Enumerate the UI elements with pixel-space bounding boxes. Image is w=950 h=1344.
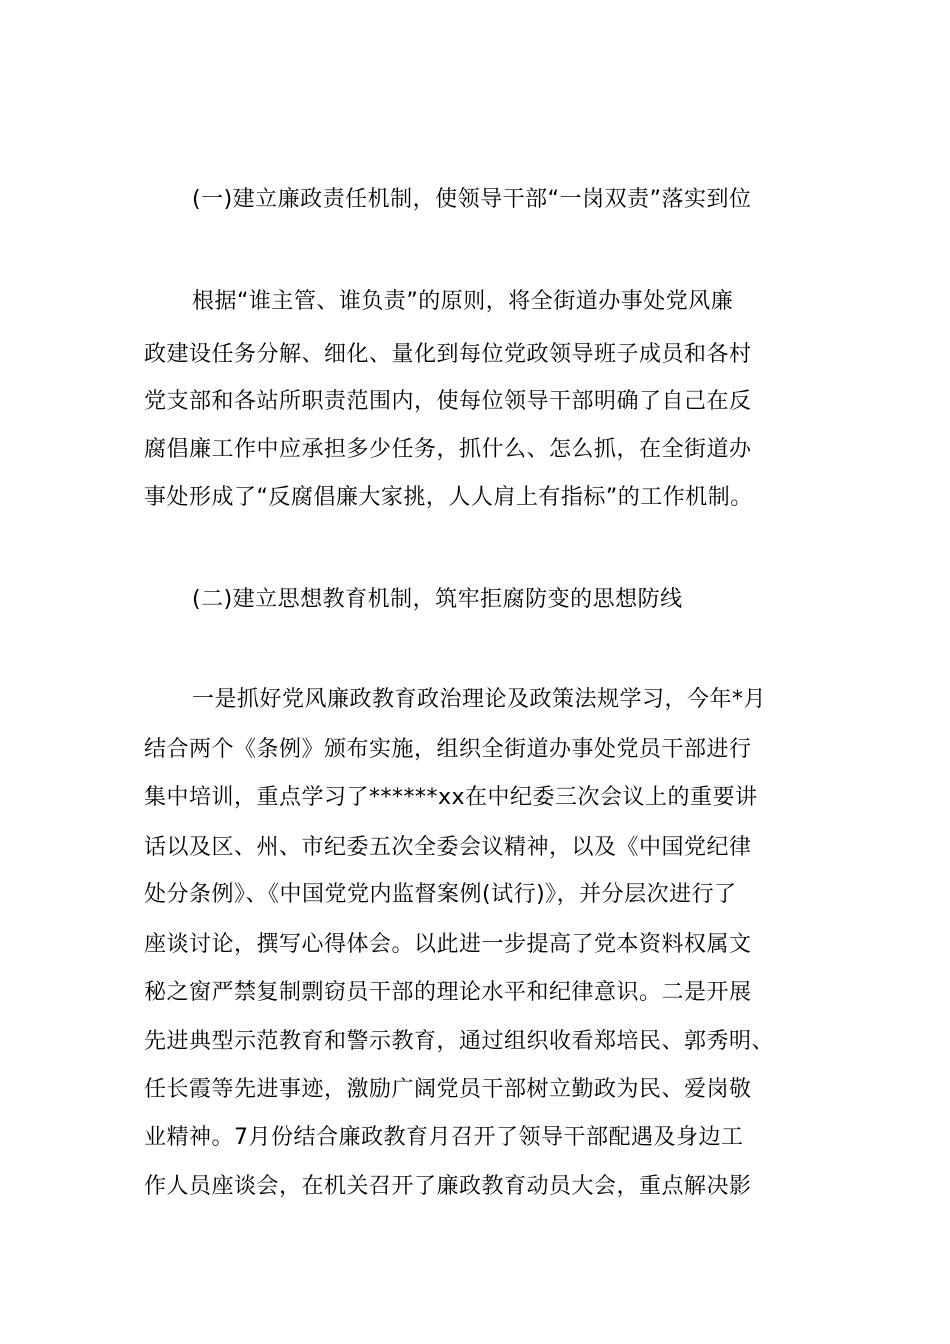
paragraph-1-line-5: 事处形成了“反腐倡廉大家挑，人人肩上有指标”的工作机制。 [144, 485, 753, 510]
section-heading-1: (一)建立廉政责任机制，使领导干部“一岗双责”落实到位 [192, 187, 752, 212]
paragraph-2-line-9: 任长霞等先进事迹，激励广阔党员干部树立勤政为民、爱岗敬 [144, 1077, 752, 1102]
paragraph-1-line-1: 根据“谁主管、谁负责”的原则，将全街道办事处党风廉 [192, 289, 734, 314]
paragraph-2-line-5: 处分条例》、《中国党党内监督案例(试行)》，并分层次进行了 [144, 882, 737, 907]
paragraph-2-line-1: 一是抓好党风廉政教育政治理论及政策法规学习，今年*月 [192, 687, 767, 712]
paragraph-2-line-7: 秘之窗严禁复制剽窃员干部的理论水平和纪律意识。二是开展 [144, 980, 752, 1005]
section-heading-2: (二)建立思想教育机制，筑牢拒腐防变的思想防线 [192, 587, 683, 612]
paragraph-2-line-8: 先进典型示范教育和警示教育，通过组织收看郑培民、郭秀明、 [144, 1029, 775, 1054]
paragraph-1-line-2: 政建设任务分解、细化、量化到每位党政领导班子成员和各村 [144, 342, 752, 367]
paragraph-2-line-2: 结合两个《条例》颁布实施，组织全街道办事处党员干部进行 [144, 737, 752, 762]
paragraph-1-line-3: 党支部和各站所职责范围内，使每位领导干部明确了自己在反 [144, 389, 752, 414]
paragraph-2-line-10: 业精神。7月份结合廉政教育月召开了领导干部配遇及身边工 [144, 1125, 744, 1150]
paragraph-2-line-3: 集中培训，重点学习了******xx在中纪委三次会议上的重要讲 [144, 785, 758, 810]
paragraph-2-line-6: 座谈讨论，撰写心得体会。以此进一步提高了党本资料权属文 [144, 932, 752, 957]
paragraph-2-line-4: 话以及区、州、市纪委五次全委会议精神，以及《中国党纪律 [144, 835, 752, 860]
paragraph-2-line-11: 作人员座谈会，在机关召开了廉政教育动员大会，重点解决影 [144, 1174, 752, 1199]
paragraph-1-line-4: 腐倡廉工作中应承担多少任务，抓什么、怎么抓，在全街道办 [144, 437, 752, 462]
